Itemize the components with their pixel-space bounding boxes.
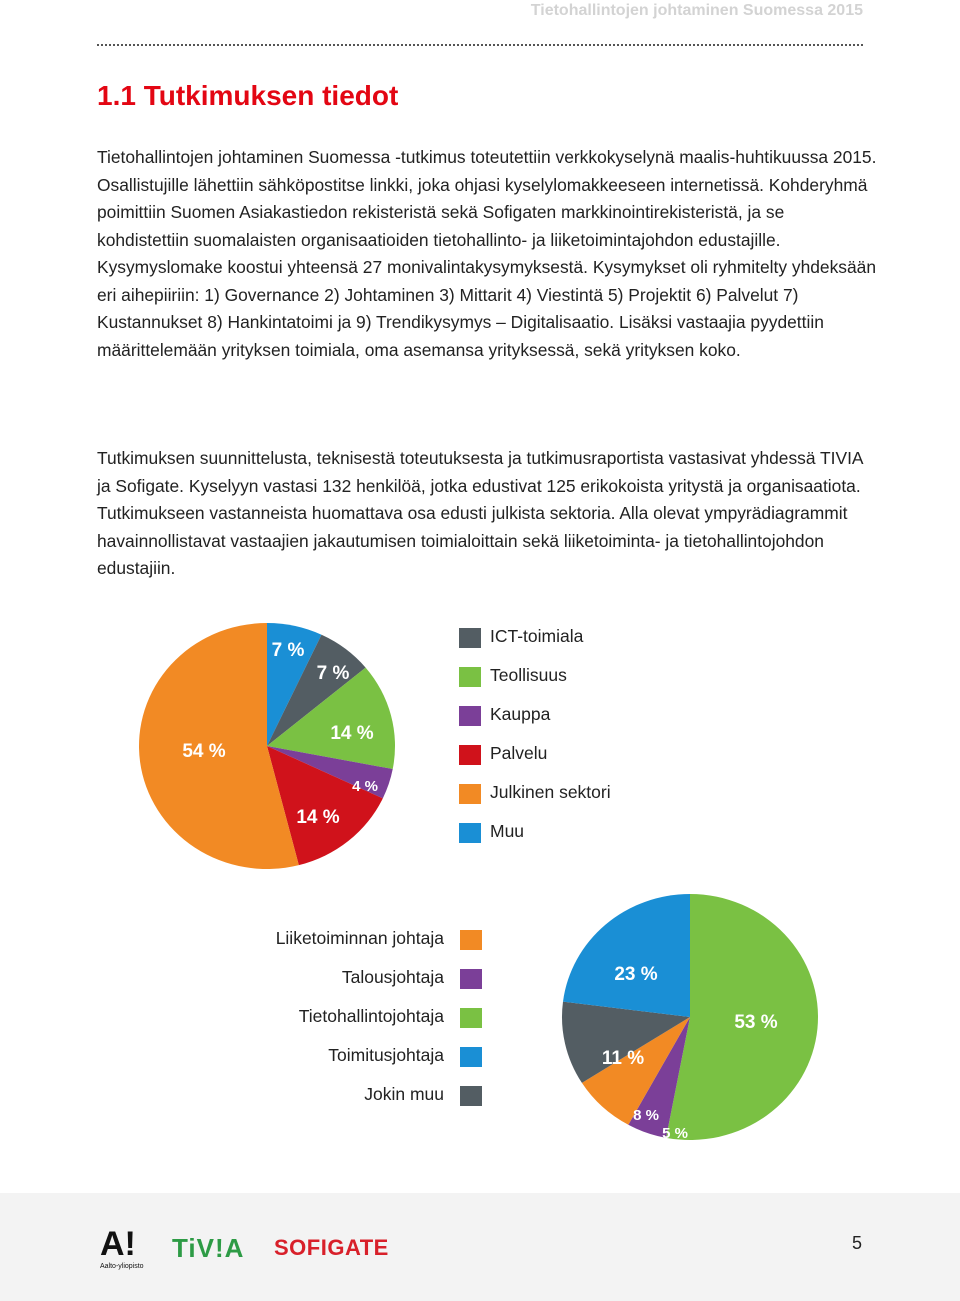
legend-swatch xyxy=(459,784,481,804)
legend-label: Julkinen sektori xyxy=(490,782,611,802)
page-footer xyxy=(0,1193,960,1301)
body-paragraph-2: Tutkimuksen suunnittelusta, teknisestä toteutuksesta ja tutkimusraportista vastasivat yhdessä TIVIA ja Sofigate. Kyselyyn vastasi 132 henkilöä, jotka edustivat 125 erikokoista yritystä ja organisaatiota. Tutkimukseen vastanneista huomattava osa edusti julkista sektoria. Alla olevat ympyrädiagrammit havainnollistavat vastaajien jakautumisen toimialoittain sekä liiketoiminta- ja tietohallintojohdon edustajiin. xyxy=(97,448,863,578)
pie-data-label: 4 % xyxy=(352,778,378,795)
role-pie-chart xyxy=(562,890,820,1142)
legend-label: Tietohallintojohtaja xyxy=(298,1006,444,1026)
pie-data-label: 14 % xyxy=(296,807,340,828)
legend-swatch xyxy=(460,969,482,989)
legend-label: Teollisuus xyxy=(490,665,567,685)
tivia-logo: TiV!A xyxy=(172,1233,245,1263)
pie-data-label: 53 % xyxy=(734,1012,778,1033)
legend-swatch xyxy=(459,628,481,648)
legend-item-jokin-muu xyxy=(240,1084,482,1106)
legend-item-toimitusjohtaja xyxy=(240,1045,482,1067)
legend-swatch xyxy=(460,930,482,950)
legend-label: Toimitusjohtaja xyxy=(328,1045,444,1065)
legend-swatch xyxy=(459,745,481,765)
pie-data-label: 7 % xyxy=(271,640,305,661)
legend-swatch xyxy=(459,706,481,726)
legend-item-liiketoiminnan-johtaja xyxy=(240,928,482,950)
running-header: Tietohallintojen johtaminen Suomessa 2015 xyxy=(530,2,863,19)
legend-label: Palvelu xyxy=(490,743,548,763)
legend-label: Kauppa xyxy=(490,704,551,724)
legend-swatch xyxy=(460,1008,482,1028)
pie-data-label: 11 % xyxy=(601,1048,645,1069)
pie-data-label: 14 % xyxy=(330,723,374,744)
page-number: 5 xyxy=(851,1233,862,1253)
legend-label: ICT-toimiala xyxy=(490,626,584,646)
aalto-logo-subtitle: Aalto-yliopisto xyxy=(100,1263,144,1270)
legend-item-tietohallintojohtaja xyxy=(240,1006,482,1028)
industry-pie-chart xyxy=(136,619,394,871)
pie-slice-toimitusjohtaja xyxy=(563,894,690,1017)
aalto-logo xyxy=(100,1227,144,1270)
pie-data-label: 54 % xyxy=(182,741,226,762)
sofigate-logo: SOFIGATE xyxy=(274,1235,389,1260)
legend-label: Liiketoiminnan johtaja xyxy=(275,928,444,948)
header-divider xyxy=(97,44,863,46)
legend-label: Jokin muu xyxy=(364,1084,444,1104)
section-title: 1.1 Tutkimuksen tiedot xyxy=(97,80,399,111)
legend-item-talousjohtaja xyxy=(240,967,482,989)
body-paragraph-1: Tietohallintojen johtaminen Suomessa -tutkimus toteutettiin verkkokyselynä maalis-huhtikuussa 2015. Osallistujille lähettiin sähköpostitse linkki, joka ohjasi kyselylomakkeeseen internetissä. Kohderyhmä poimittiin Suomen Asiakastiedon rekisteristä sekä Sofigaten markkinointirekisteristä, ja se kohdistettiin suomalaisten organisaatioiden tietohallinto- ja liiketoimintajohdon edustajille. Kysymyslomake koostui yhteensä 27 monivalintakysymyksestä. Kysymykset oli ryhmitelty yhdeksään eri aihepiiriin: 1) Governance 2) Johtaminen 3) Mittarit 4) Viestintä 5) Projektit 6) Palvelut 7) Kustannukset 8) Hankintatoimi ja 9) Trendikysymys – Digitalisaatio. Lisäksi vastaajia pyydettiin määrittelemään yrityksen toimiala, oma asemansa yrityksessä, sekä yrityksen koko. xyxy=(97,147,877,360)
role-legend xyxy=(240,928,482,1118)
industry-legend xyxy=(459,626,759,846)
legend-swatch xyxy=(460,1047,482,1067)
pie-data-label: 7 % xyxy=(316,663,350,684)
pie-data-label: 5 % xyxy=(662,1125,688,1142)
aalto-logo-mark: A! xyxy=(100,1225,136,1263)
legend-label: Muu xyxy=(490,821,525,841)
pie-data-label: 23 % xyxy=(614,964,658,985)
legend-swatch xyxy=(460,1086,482,1106)
legend-label: Talousjohtaja xyxy=(341,967,444,987)
legend-swatch xyxy=(459,823,481,843)
legend-swatch xyxy=(459,667,481,687)
pie-data-label: 8 % xyxy=(633,1107,659,1124)
